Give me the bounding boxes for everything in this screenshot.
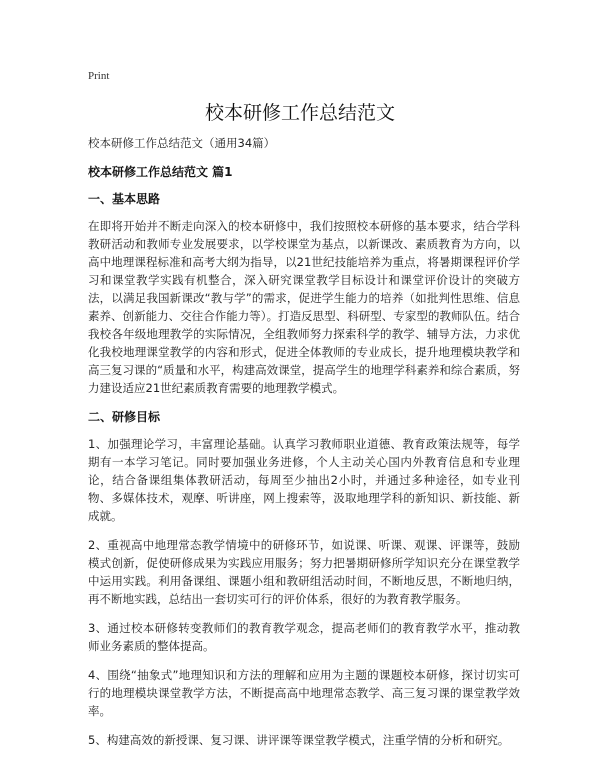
heading-research-goals: 二、研修目标 (88, 410, 161, 424)
document-subtitle: 校本研修工作总结范文（通用34篇） (88, 136, 276, 150)
paragraph-goal-2: 2、重视高中地理常态教学情境中的研修环节，如说课、听课、观课、评课等，鼓励模式创新，促使研修成果为实践应用服务；努力把暑期研修所学知识充分在课堂教学中运用实践。利用备课组、课题小组和教研组活动时间，不断地反思，不断地归纳，再不断地实践，总结出一套切实可行的评价体系，很好的为教育教学服务。 (88, 538, 520, 606)
document-body (88, 134, 520, 760)
paragraph-goal-3: 3、通过校本研修转变教师们的教育教学观念，提高老师们的教育教学水平，推动教师业务素质的整体提高。 (88, 621, 520, 653)
page-title: 校本研修工作总结范文 (204, 102, 395, 124)
heading-basic-approach: 一、基本思路 (88, 192, 161, 206)
print-link[interactable]: Print (88, 70, 110, 82)
paragraph-goal-1: 1、加强理论学习，丰富理论基础。认真学习教师职业道德、教育政策法规等，每学期有一本学习笔记。同时要加强业务进修，个人主动关心国内外教育信息和专业理论，结合备课组集体教研活动，每周至少抽出2小时，并通过多种途径，如专业刊物、多媒体技术，观摩、听讲座，网上搜索等，汲取地理学科的新知识、新技能、新成就。 (88, 437, 520, 523)
paragraph-goal-4: 4、围绕“抽象式”地理知识和方法的理解和应用为主题的课题校本研修，探讨切实可行的地理模块课堂教学方法，不断提高高中地理常态教学、高三复习课的课堂教学效率。 (88, 668, 520, 718)
paragraph-goal-5: 5、构建高效的新授课、复习课、讲评课等课堂教学模式，注重学情的分析和研究。 (88, 733, 510, 747)
section-title: 校本研修工作总结范文 篇1 (88, 165, 233, 179)
paragraph-basic-approach: 在即将开始并不断走向深入的校本研修中，我们按照校本研修的基本要求，结合学科教研活动和教师专业发展要求，以学校课堂为基点，以新课改、素质教育为方向，以高中地理课程标准和高考大纲为指导，以21世纪技能培养为重点，将暑期课程评价学习和课堂教学实践有机整合，深入研究课堂教学目标设计和课堂评价设计的突破方法，以满足我国新课改“教与学”的需求，促进学生能力的培养（如批判性思维、信息素养、创新能力、交往合作能力等）。打造反思型、科研型、专家型的教师队伍。结合我校各年级地理教学的实际情况，全组教师努力探索科学的教学、辅导方法，力求优化我校地理课堂教学的内容和形式，促进全体教师的专业成长，提升地理模块教学和高三复习课的“质量和水平，构建高效课堂，提高学生的地理学科素养和综合素质，努力建设适应21世纪素质教育需要的地理教学模式。 (88, 219, 520, 395)
